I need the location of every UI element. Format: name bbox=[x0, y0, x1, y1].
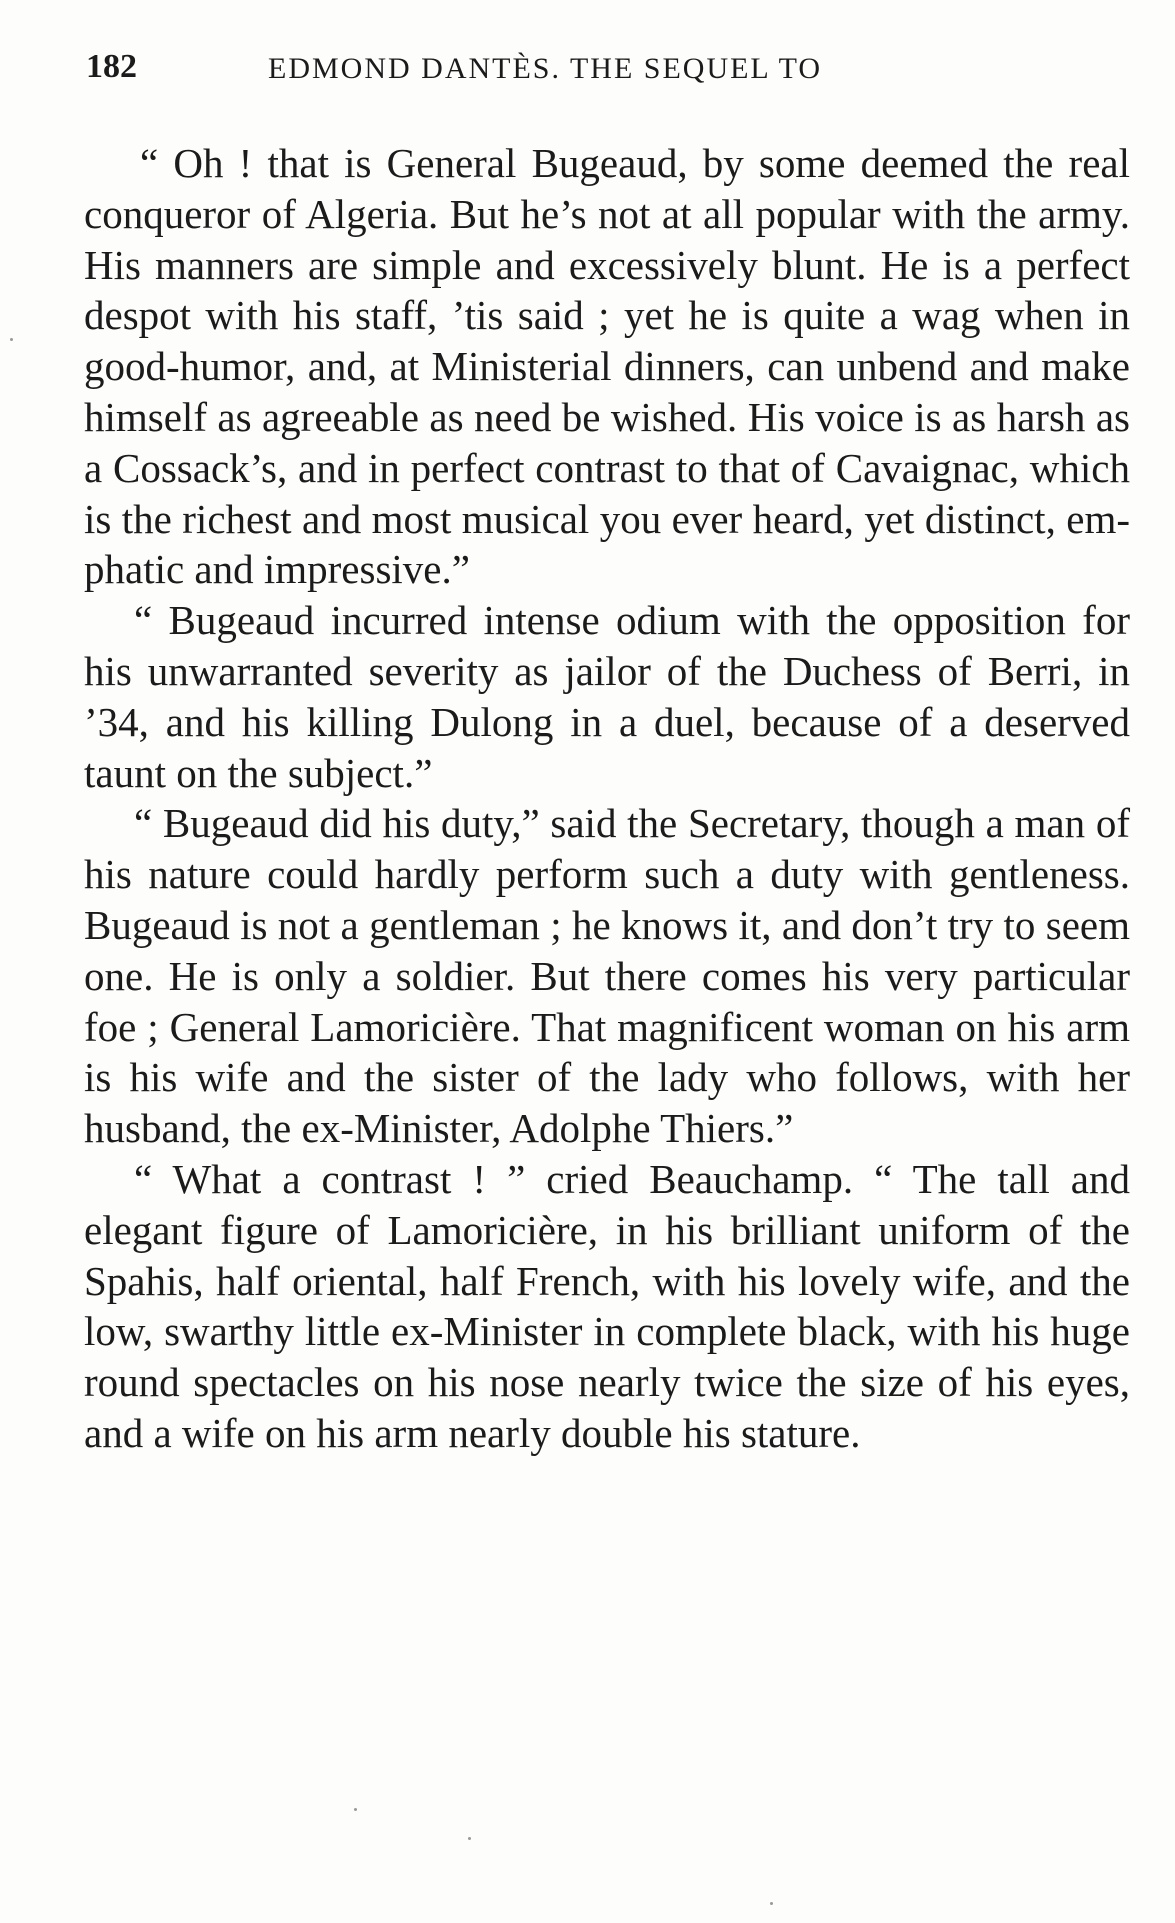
paragraph: “ Bugeaud incurred intense odium with the opposition for his unwarranted severity as jailor of the Duchess of Berri, in ’34, and his killing Dulong in a duel, because of a deserved taunt on the subject.” bbox=[84, 597, 1130, 796]
paragraph: “ Oh ! that is General Bugeaud, by some deemed the real conqueror of Algeria. But he’s not at all popular with the army. His manners are simple and excessively blunt. He is a perfect despot with his staff, ’tis said ; yet he is quite a wag when in good-humor, and, at Ministerial dinners, can unbend and make himself as agreeable as need be wished. His voice is as harsh as a Cossack’s, and in perfect contrast to that of Cavaignac, which is the richest and most musical you ever heard, yet distinct, emphatic and impressive.” bbox=[84, 140, 1130, 593]
running-head bbox=[86, 48, 1126, 98]
running-title: EDMOND DANTÈS. THE SEQUEL TO bbox=[268, 52, 823, 85]
paper-speck bbox=[468, 1837, 471, 1840]
paragraph: “ What a contrast ! ” cried Beauchamp. “ The tall and elegant figure of Lamoricière, in his brilliant uniform of the Spahis, half oriental, half French, with his lovely wife, and the low, swarthy little ex-Minister in complete black, with his huge round spectacles on his nose nearly twice the size of his eyes, and a wife on his arm nearly double his stature. bbox=[84, 1155, 1130, 1456]
paragraph: “ Bugeaud did his duty,” said the Secretary, though a man of his nature could hardly perform such a duty with gentleness. Bugeaud is not a gentleman ; he knows it, and don’t try to seem one. He is only a soldier. But there comes his very particular foe ; General Lamoricière. That magnificent woman on his arm is his wife and the sister of the lady who follows, with her husband, the ex-Minister, Adolphe Thiers.” bbox=[84, 800, 1130, 1152]
body-text bbox=[84, 138, 1130, 1459]
paper-speck bbox=[770, 1902, 773, 1905]
paper-speck bbox=[10, 338, 13, 341]
page-number: 182 bbox=[86, 48, 137, 85]
paper-speck bbox=[354, 1808, 357, 1811]
